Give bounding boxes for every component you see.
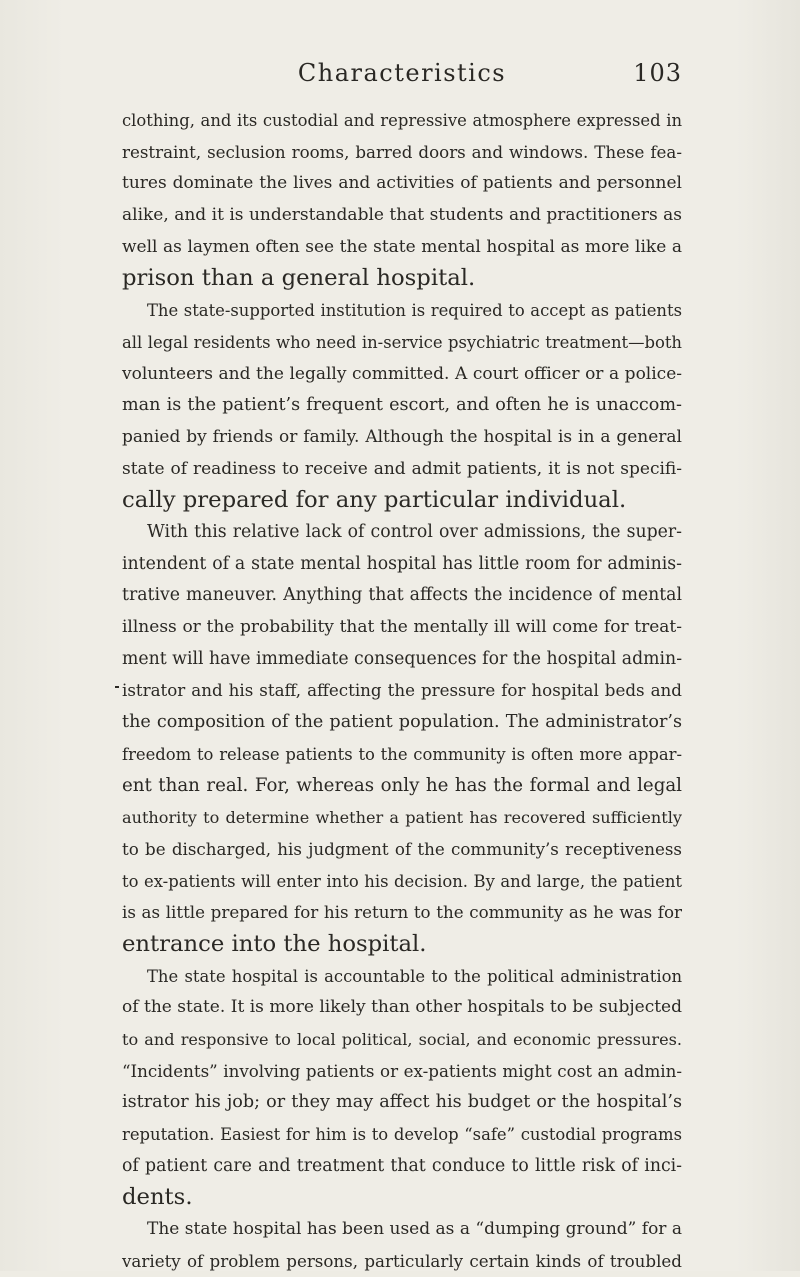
page-number: 103 bbox=[633, 59, 682, 87]
text-line: freedom to release patients to the community is often more appar- bbox=[122, 744, 682, 764]
text-line: alike, and it is understandable that students and practitioners as bbox=[122, 205, 682, 226]
text-line: ent than real. For, whereas only he has the formal and legal bbox=[122, 775, 682, 797]
margin-mark bbox=[115, 686, 119, 688]
text-line: reputation. Easiest for him is to develop “safe” custodial programs bbox=[122, 1125, 682, 1144]
text-line: all legal residents who need in-service psychiatric treatment—both bbox=[122, 332, 682, 352]
text-line: variety of problem persons, particularly certain kinds of troubled bbox=[122, 1250, 682, 1271]
text-line: to be discharged, his judgment of the community’s receptiveness bbox=[122, 838, 682, 859]
text-line: is as little prepared for his return to the community as he was for bbox=[122, 902, 682, 923]
text-line: state of readiness to receive and admit patients, it is not specifi- bbox=[122, 458, 682, 479]
text-line: clothing, and its custodial and repressive atmosphere expressed in bbox=[122, 111, 682, 130]
text-line: the composition of the patient population. The administrator’s bbox=[122, 712, 682, 733]
text-line: intendent of a state mental hospital has little room for adminis- bbox=[122, 553, 682, 574]
text-line: man is the patient’s frequent escort, and often he is unaccom- bbox=[122, 395, 682, 416]
text-line: restraint, seclusion rooms, barred doors and windows. These fea- bbox=[122, 141, 682, 162]
body-text bbox=[122, 105, 682, 1277]
text-line: volunteers and the legally committed. A court officer or a police- bbox=[122, 363, 682, 384]
running-head bbox=[122, 56, 682, 90]
text-line: dents. bbox=[122, 1184, 193, 1211]
text-line: to and responsive to local political, social, and economic pressures. bbox=[122, 1029, 682, 1049]
text-line: of the state. It is more likely than other hospitals to be subjected bbox=[122, 997, 682, 1018]
running-title: Characteristics bbox=[297, 59, 507, 87]
text-line: trative maneuver. Anything that affects the incidence of mental bbox=[122, 585, 682, 606]
text-line: tures dominate the lives and activities of patients and personnel bbox=[122, 173, 682, 194]
text-line: istrator his job; or they may affect his budget or the hospital’s bbox=[122, 1092, 682, 1113]
text-line: of patient care and treatment that conduce to little risk of inci- bbox=[122, 1155, 682, 1176]
text-line: illness or the probability that the mentally ill will come for treat- bbox=[122, 617, 682, 637]
text-line: ment will have immediate consequences for the hospital admin- bbox=[122, 648, 683, 669]
text-line: cally prepared for any particular individual. bbox=[122, 487, 627, 514]
text-line: With this relative lack of control over admissions, the super- bbox=[147, 521, 682, 542]
text-line: prison than a general hospital. bbox=[122, 265, 476, 292]
text-line: well as laymen often see the state mental hospital as more like a bbox=[122, 236, 682, 257]
text-line: panied by friends or family. Although the hospital is in a general bbox=[122, 426, 682, 447]
text-line: authority to determine whether a patient has recovered sufficiently bbox=[122, 808, 682, 828]
text-line: The state hospital is accountable to the political administration bbox=[147, 966, 682, 986]
text-line: The state hospital has been used as a “dumping ground” for a bbox=[147, 1219, 682, 1240]
text-line: “Incidents” involving patients or ex-patients might cost an admin- bbox=[122, 1060, 682, 1081]
text-line: The state-supported institution is required to accept as patients bbox=[147, 301, 682, 321]
text-line: istrator and his staff, affecting the pressure for hospital beds and bbox=[122, 680, 682, 701]
text-line: to ex-patients will enter into his decision. By and large, the patient bbox=[122, 871, 682, 891]
text-line: entrance into the hospital. bbox=[122, 930, 427, 957]
